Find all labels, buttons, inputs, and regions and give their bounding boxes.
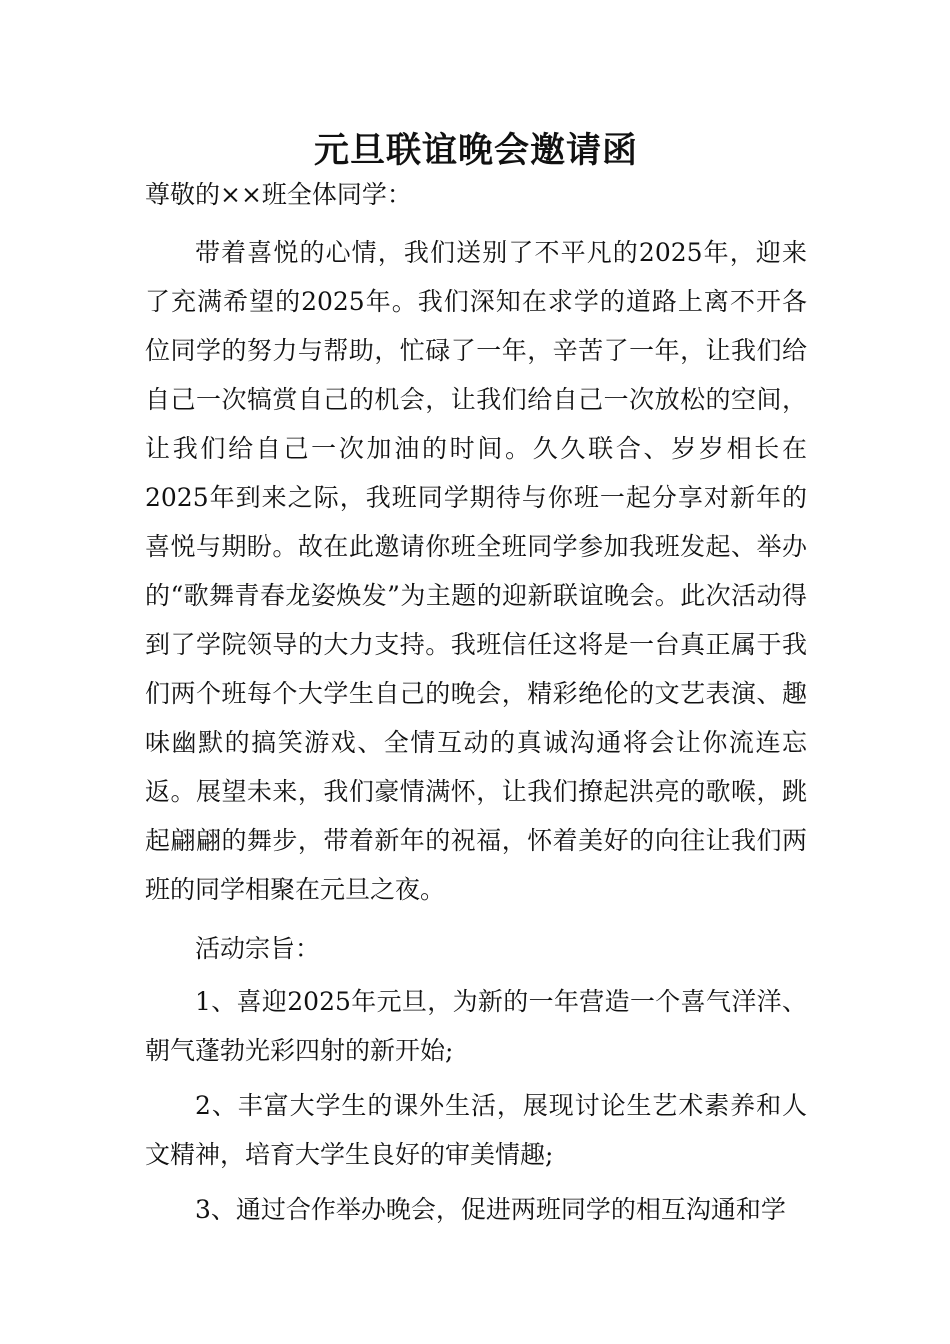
document-title: 元旦联谊晚会邀请函 (313, 130, 638, 171)
body-paragraph: 带着喜悦的心情，我们送别了不平凡的2025年，迎来了充满希望的2025年。我们深知在求学的道路上离不开各位同学的努力与帮助，忙碌了一年，辛苦了一年，让我们给自己一次犒赏自己的机会，让我们给自己一次放松的空间，让我们给自己一次加油的时间。久久联合、岁岁相长在2025年到来之际，我班同学期待与你班一起分享对新年的喜悦与期盼。故在此邀请你班全班同学参加我班发起、举办的“歌舞青春龙姿焕发”为主题的迎新联谊晚会。此次活动得到了学院领导的大力支持。我班信任这将是一台真正属于我们两个班每个大学生自己的晚会，精彩绝伦的文艺表演、趣味幽默的搞笑游戏、全情互动的真诚沟通将会让你流连忘返。展望未来，我们豪情满怀，让我们撩起洪亮的歌喉，跳起翩翩的舞步，带着新年的祝福，怀着美好的向往让我们两班的同学相聚在元旦之夜。 (145, 238, 807, 904)
salutation: 尊敬的××班全体同学： (145, 180, 412, 209)
document-page (145, 128, 807, 1234)
purpose-item-3: 3、通过合作举办晚会，促进两班同学的相互沟通和学 (195, 1195, 786, 1224)
purpose-list (145, 977, 807, 1234)
purpose-heading: 活动宗旨： (195, 934, 321, 963)
purpose-item-2: 2、丰富大学生的课外生活，展现讨论生艺术素养和人文精神，培育大学生良好的审美情趣; (145, 1091, 807, 1169)
purpose-item-1: 1、喜迎2025年元旦，为新的一年营造一个喜气洋洋、朝气蓬勃光彩四射的新开始; (145, 987, 807, 1065)
